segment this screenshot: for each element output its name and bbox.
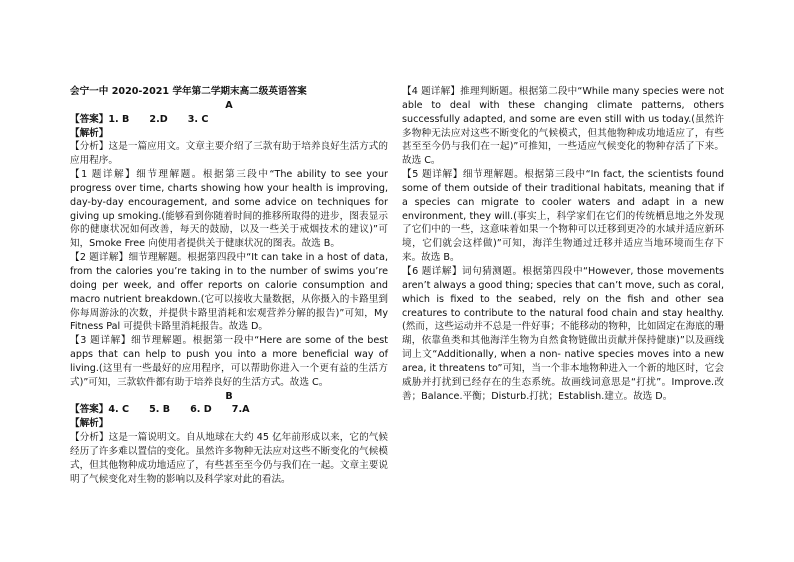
analysis-a: 【分析】这是一篇应用文。文章主要介绍了三款有助于培养良好生活方式的应用程序。 <box>70 141 388 167</box>
analysis-b: 【分析】这是一篇说明文。自从地球在大约 45 亿年前形成以来，它的气候经历了许多难以置信的变化。虽然许多物种无法应对这些不断变化的气候模式，但其他物种成功地适应了，有些甚至至今仍与我们在一起。文章主要说明了气候变化对生物的影响以及科学家对此的看法。 <box>70 432 388 485</box>
question-3-explanation: 【3 题详解】细节理解题。根据第一段中“Here are some of the best apps that can help to push you into a more beneficial way of living.(这里有一些最好的应用程序，可以帮助你进入一个更有益的生活方式)”可知，三款软件都有助于培养良好的生活方式。故选 C。 <box>70 335 388 388</box>
answers-a: 【答案】1. B 2.D 3. C <box>70 113 209 125</box>
question-6-explanation: 【6 题详解】词句猜测题。根据第四段中“However, those movements aren’t always a good thing; species that can’t move, such as coral, which is fixed to the seabed, rely on the fish and other sea creatures to contribute to the natural food chain and stay healthy.(然而，这些运动并不总是一件好事；不能移动的物种，比如固定在海底的珊瑚，依靠鱼类和其他海洋生物为自然食物链做出贡献并保持健康)”以及画线词上文“Additionally, when a non- native species moves into a new area, it threatens to”可知，当一个非本地物种进入一个新的地区时，它会威胁并打扰到已经存在的生态系统。故画线词意思是“打扰”。Improve.改善；Balance.平衡；Disturb.打扰；Establish.建立。故选 D。 <box>402 265 724 402</box>
question-1-explanation: 【1 题详解】细节理解题。根据第三段中“The ability to see your progress over time, charts showing how your health is improving, day-by-day encouragement, and some advice on techniques for giving up smoking.(能够看到你随着时间的推移所取得的进步，图表显示你的健康状况如何改善，每天的鼓励，以及一些关于戒烟技术的建议)”可知，Smoke Free 向使用者提供关于健康状况的图表。故选 B。 <box>70 169 388 250</box>
jiexi-label-b: 【解析】 <box>70 418 109 430</box>
right-column <box>402 85 724 403</box>
section-b-heading: B <box>225 390 233 402</box>
question-2-explanation: 【2 题详解】细节理解题。根据第四段中“It can take in a host of data, from the calories you’re taking in to the number of swims you’re doing per week, and offer reports on calorie consumption and macro nutrient breakdown.(它可以接收大量数据，从你摄入的卡路里到你每周游泳的次数，并提供卡路里消耗和宏观营养分解的报告)”可知，My Fitness Pal 可提供卡路里消耗报告。故选 D。 <box>70 252 388 333</box>
document-title: 会宁一中 2020-2021 学年第二学期末高二级英语答案 <box>70 86 307 97</box>
section-a-heading: A <box>225 99 233 111</box>
answers-b: 【答案】4. C 5. B 6. D 7.A <box>70 404 250 416</box>
left-column <box>70 85 388 486</box>
question-5-explanation: 【5 题详解】细节理解题。根据第三段中“In fact, the scientists found some of them outside of their traditional habitats, meaning that if a species can migrate to cooler waters and adapt in a new environment, they will.(事实上，科学家们在它们的传统栖息地之外发现了它们中的一些，这意味着如果一个物种可以迁移到更冷的水域并适应新环境，它们就会这样做)”可知，海洋生物通过迁移并适应当地环境而生存下来。故选 B。 <box>402 169 724 264</box>
question-4-explanation: 【4 题详解】推理判断题。根据第二段中“While many species were not able to deal with these changing climate patterns, others successfully adapted, and some are even still with us today.(虽然许多物种无法应对这些不断变化的气候模式，但其他物种成功地适应了，有些甚至至今仍与我们在一起)”可推知，一些适应气候变化的物种存活了下来。故选 C。 <box>402 86 724 167</box>
jiexi-label-a: 【解析】 <box>70 127 109 139</box>
